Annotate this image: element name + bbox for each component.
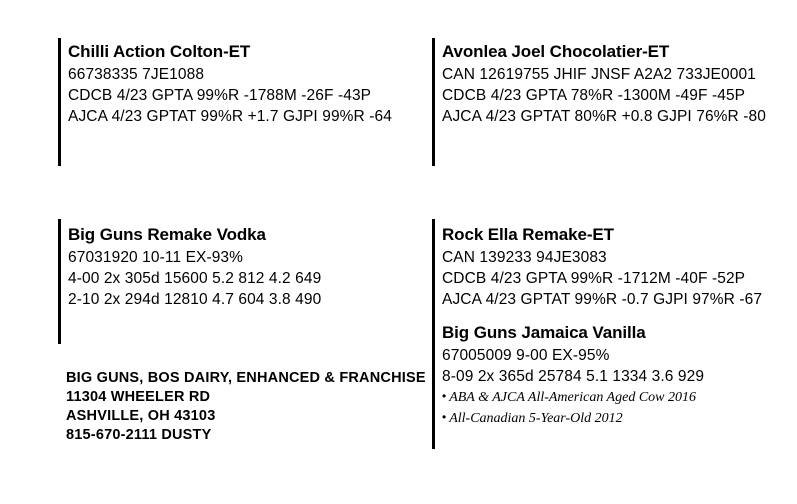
animal-name: Big Guns Jamaica Vanilla — [442, 323, 646, 342]
vertical-rule-right-top — [432, 38, 435, 166]
vertical-rule-left-bottom — [58, 219, 61, 344]
cdcb-evaluation-line: CDCB 4/23 GPTA 99%R -1788M -26F -43P — [68, 87, 372, 104]
ajca-evaluation-line: AJCA 4/23 GPTAT 99%R -0.7 GJPI 97%R -67 — [442, 291, 763, 308]
bullet-icon: • — [442, 389, 447, 403]
animal-id-line: CAN 139233 94JE3083 — [442, 249, 607, 266]
animal-id-line: CAN 12619755 JHIF JNSF A2A2 733JE0001 — [442, 66, 756, 83]
award-note-text: ABA & AJCA All-American Aged Cow 2016 — [449, 390, 697, 405]
animal-block-big-guns-remake-vodka — [68, 225, 321, 312]
lactation-record-line: 2-10 2x 294d 12810 4.7 604 3.8 490 — [68, 291, 322, 308]
animal-name: Big Guns Remake Vodka — [68, 225, 266, 244]
vertical-rule-left-top — [58, 38, 61, 166]
farm-names-line: BIG GUNS, BOS DAIRY, ENHANCED & FRANCHISE — [66, 370, 426, 386]
award-note — [442, 389, 704, 406]
ajca-evaluation-line: AJCA 4/23 GPTAT 80%R +0.8 GJPI 76%R -80 — [442, 108, 766, 125]
award-note-text: All-Canadian 5-Year-Old 2012 — [449, 411, 623, 426]
animal-block-avonlea-joel-chocolatier-et — [442, 42, 766, 129]
cdcb-evaluation-line: CDCB 4/23 GPTA 78%R -1300M -49F -45P — [442, 87, 746, 104]
street-address-line: 11304 WHEELER RD — [66, 389, 211, 405]
animal-id-line: 67005009 9-00 EX-95% — [442, 347, 610, 364]
animal-name: Chilli Action Colton-ET — [68, 42, 251, 61]
animal-name: Rock Ella Remake-ET — [442, 225, 614, 244]
award-note — [442, 410, 704, 427]
city-state-zip-line: ASHVILLE, OH 43103 — [66, 408, 216, 424]
cdcb-evaluation-line: CDCB 4/23 GPTA 99%R -1712M -40F -52P — [442, 270, 746, 287]
phone-contact-line: 815-670-2111 DUSTY — [66, 427, 212, 443]
lactation-record-line: 4-00 2x 305d 15600 5.2 812 4.2 649 — [68, 270, 322, 287]
contact-address-block — [66, 370, 426, 446]
ajca-evaluation-line: AJCA 4/23 GPTAT 99%R +1.7 GJPI 99%R -64 — [68, 108, 392, 125]
animal-block-big-guns-jamaica-vanilla — [442, 323, 704, 431]
animal-id-line: 67031920 10-11 EX-93% — [68, 249, 244, 266]
animal-name: Avonlea Joel Chocolatier-ET — [442, 42, 670, 61]
vertical-rule-right-bottom — [432, 219, 435, 449]
lactation-record-line: 8-09 2x 365d 25784 5.1 1334 3.6 929 — [442, 368, 705, 385]
animal-block-rock-ella-remake-et — [442, 225, 762, 312]
bullet-icon: • — [442, 410, 447, 424]
animal-id-line: 66738335 7JE1088 — [68, 66, 205, 83]
animal-block-chilli-action-colton-et — [68, 42, 392, 129]
